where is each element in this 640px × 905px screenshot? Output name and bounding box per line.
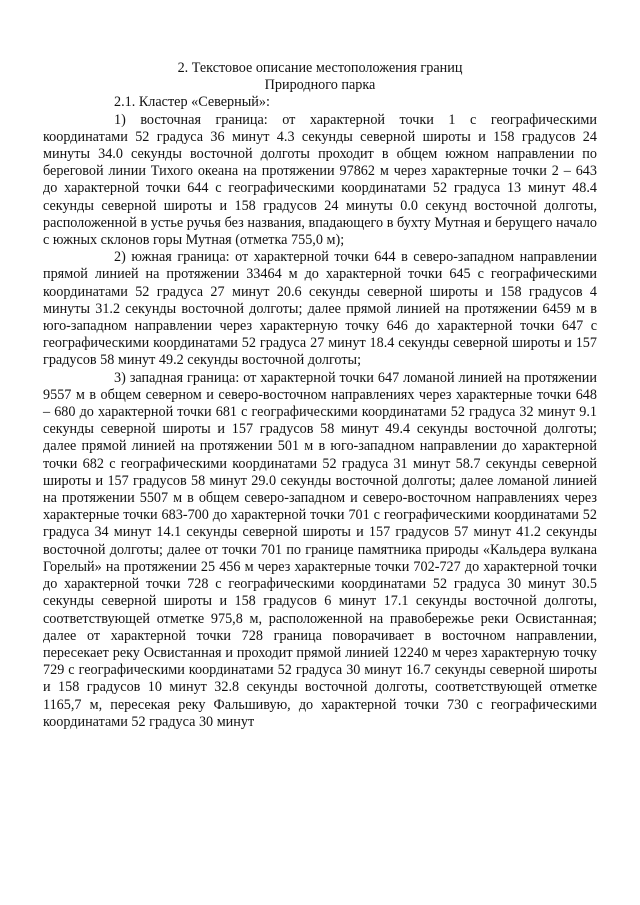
section-heading-line-1: 2. Текстовое описание местоположения границ — [177, 60, 463, 76]
paragraph-eastern-boundary: 1) восточная граница: от характерной точки 1 с географическими координатами 52 градуса 36 минут 4.3 секунды северной широты и 158 градусов 24 минуты 34.0 секунды восточной долготы проходит в общем южном направлении по береговой линии Тихого океана на протяжении 97862 м через характерные точки 2 – 643 до характерной точки 644 с географическими координатами 52 градуса 13 минут 48.4 секунды северной широты и 158 градусов 24 минуты 0.0 секунд восточной долготы, расположенной в устье ручья без названия, впадающего в бухту Мутная и берущего начало с южных склонов горы Мутная (отметка 755,0 м); — [43, 111, 597, 249]
section-heading — [43, 60, 597, 94]
section-heading-line-2: Природного парка — [264, 77, 376, 94]
paragraph-western-boundary: 3) западная граница: от характерной точки 647 ломаной линией на протяжении 9557 м в общем северном и северо-восточном направлениях через характерные точки 648 – 680 до характерной точки 681 с географическими координатами 52 градуса 32 минут 9.1 секунды северной широты и 157 градусов 58 минут 49.4 секунды восточной долготы; далее прямой линией на протяжении 501 м в юго-западном направлении до характерной точки 682 с географическими координатами 52 градуса 31 минут 58.7 секунды северной широты и 157 градусов 58 минут 29.0 секунды восточной долготы; далее ломаной линией на протяжении 5507 м в общем северо-западном и северо-восточном направлениях через характерные точки 683-700 до характерной точки 701 с географическими координатами 52 градуса 34 минут 14.1 секунды северной широты и 157 градусов 57 минут 41.2 секунды восточной долготы; далее от точки 701 по границе памятника природы «Кальдера вулкана Горелый» на протяжении 25 456 м через характерные точки 702-727 до характерной точки до характерной точки 728 с географическими координатами 52 градуса 30 минут 30.5 секунды северной широты и 158 градусов 6 минут 17.1 секунды восточной долготы, соответствующей отметке 975,8 м, расположенной на правобережье реки Освистанная; далее от характерной точки 728 граница поворачивает в восточном направлении, пересекает реку Освистанная и проходит прямой линией 12240 м через характерную точку 729 с географическими координатами 52 градуса 30 минут 16.7 секунды северной широты и 158 градусов 10 минут 32.8 секунды восточной долготы, соответствующей отметке 1165,7 м, пересекая реку Фальшивую, до характерной точки 730 с географическими координатами 52 градуса 30 минут — [43, 369, 597, 730]
paragraph-southern-boundary: 2) южная граница: от характерной точки 644 в северо-западном направлении прямой линией на протяжении 33464 м до характерной точки 645 с географическими координатами 52 градуса 27 минут 20.6 секунды северной широты и 158 градусов 4 минуты 31.2 секунды восточной долготы; далее прямой линией на протяжении 6459 м в юго-западном направлении через характерную точку 646 до характерной точки 647 с географическими координатами 52 градуса 27 минут 18.4 секунды северной широты и 157 градусов 58 минут 49.2 секунды восточной долготы; — [43, 249, 597, 369]
cluster-title: 2.1. Кластер «Северный»: — [114, 94, 270, 111]
